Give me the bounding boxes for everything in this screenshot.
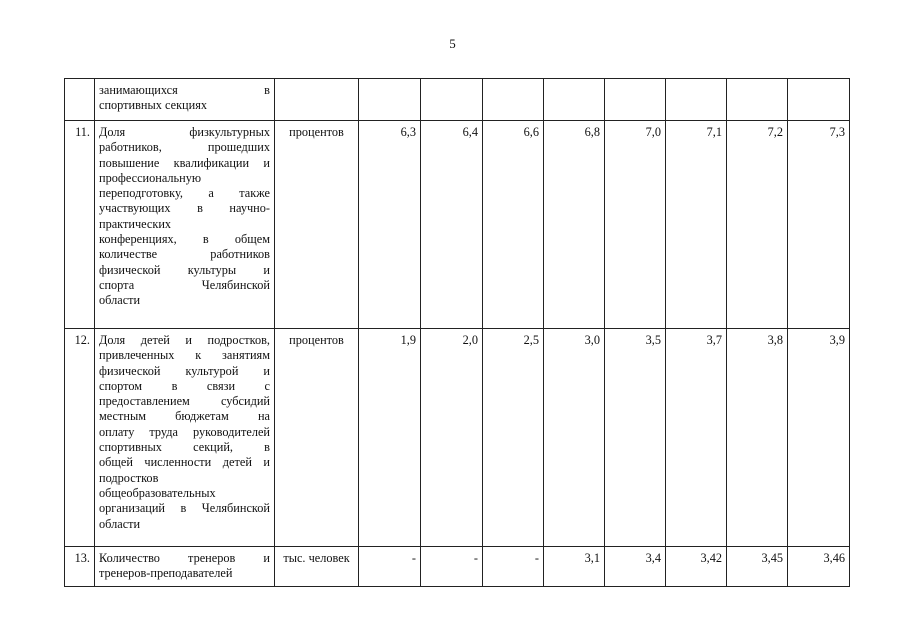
- indicator-name-line: конференциях, в общем: [99, 232, 270, 247]
- value-cell: -: [359, 547, 421, 587]
- value-cell: [483, 79, 544, 121]
- unit-cell: тыс. человек: [275, 547, 359, 587]
- table-row: [65, 547, 850, 587]
- value-cell: 2,5: [483, 329, 544, 547]
- indicator-name-line: спортивных секциях: [99, 98, 208, 113]
- indicator-name-line: Доля физкультурных: [99, 125, 270, 139]
- value-cell: 3,0: [544, 329, 605, 547]
- value-cell: 7,3: [788, 121, 850, 329]
- indicator-name-line: предоставлением субсидий: [99, 394, 270, 409]
- value-cell: 3,46: [788, 547, 850, 587]
- unit-cell: [275, 79, 359, 121]
- value-cell: 2,0: [421, 329, 483, 547]
- value-cell: 6,6: [483, 121, 544, 329]
- indicator-name: [95, 329, 275, 547]
- row-number: [65, 79, 95, 121]
- value-cell: 6,8: [544, 121, 605, 329]
- indicator-name-line: общеобразовательных: [99, 485, 216, 500]
- value-cell: 3,9: [788, 329, 850, 547]
- indicator-name-line: области: [99, 293, 141, 308]
- value-cell: 6,3: [359, 121, 421, 329]
- row-number: 11.: [65, 121, 95, 329]
- value-cell: 6,4: [421, 121, 483, 329]
- value-cell: 3,4: [605, 547, 666, 587]
- indicator-name-line: количестве работников: [99, 247, 270, 262]
- indicators-table: [64, 78, 850, 587]
- value-cell: 1,9: [359, 329, 421, 547]
- value-cell: 7,1: [666, 121, 727, 329]
- indicator-name-line: практических: [99, 216, 172, 231]
- value-cell: -: [483, 547, 544, 587]
- indicator-name: [95, 547, 275, 587]
- indicator-name-line: повышение квалификации и: [99, 155, 270, 170]
- indicator-name-line: переподготовку, а также: [99, 186, 270, 201]
- value-cell: 3,7: [666, 329, 727, 547]
- indicator-name-line: спортивных секций, в: [99, 440, 270, 455]
- value-cell: [788, 79, 850, 121]
- value-cell: 7,0: [605, 121, 666, 329]
- value-cell: [666, 79, 727, 121]
- indicator-name-line: работников, прошедших: [99, 140, 270, 155]
- value-cell: 3,8: [727, 329, 788, 547]
- indicator-name: [95, 121, 275, 329]
- indicator-name: [95, 79, 275, 121]
- value-cell: [727, 79, 788, 121]
- value-cell: 7,2: [727, 121, 788, 329]
- indicator-name-line: Количество тренеров и: [99, 551, 270, 565]
- page-number: 5: [449, 36, 456, 51]
- indicator-name-line: физической культуры и: [99, 262, 270, 277]
- unit-cell: процентов: [275, 121, 359, 329]
- value-cell: 3,1: [544, 547, 605, 587]
- indicator-name-line: подростков: [99, 470, 159, 485]
- indicator-name-line: оплату труда руководителей: [99, 424, 270, 439]
- value-cell: [605, 79, 666, 121]
- indicator-name-line: области: [99, 516, 141, 531]
- indicator-name-line: участвующих в научно-: [99, 201, 270, 216]
- indicator-name-line: Доля детей и подростков,: [99, 333, 270, 347]
- value-cell: 3,5: [605, 329, 666, 547]
- indicator-name-line: привлеченных к занятиям: [99, 348, 270, 363]
- indicator-name-line: общей численности детей и: [99, 455, 270, 470]
- value-cell: 3,45: [727, 547, 788, 587]
- row-number: 13.: [65, 547, 95, 587]
- value-cell: -: [421, 547, 483, 587]
- table-row: [65, 121, 850, 329]
- indicator-name-line: тренеров-преподавателей: [99, 566, 233, 581]
- value-cell: 3,42: [666, 547, 727, 587]
- table-row: [65, 329, 850, 547]
- value-cell: [421, 79, 483, 121]
- indicator-name-line: спортом в связи с: [99, 378, 270, 393]
- unit-cell: процентов: [275, 329, 359, 547]
- indicator-name-line: местным бюджетам на: [99, 409, 270, 424]
- row-number: 12.: [65, 329, 95, 547]
- indicator-name-line: организаций в Челябинской: [99, 501, 270, 516]
- indicator-name-line: занимающихся в: [99, 83, 270, 97]
- value-cell: [359, 79, 421, 121]
- table-row: [65, 79, 850, 121]
- indicator-name-line: профессиональную: [99, 170, 202, 185]
- value-cell: [544, 79, 605, 121]
- indicator-name-line: физической культурой и: [99, 363, 270, 378]
- indicator-name-line: спорта Челябинской: [99, 277, 270, 292]
